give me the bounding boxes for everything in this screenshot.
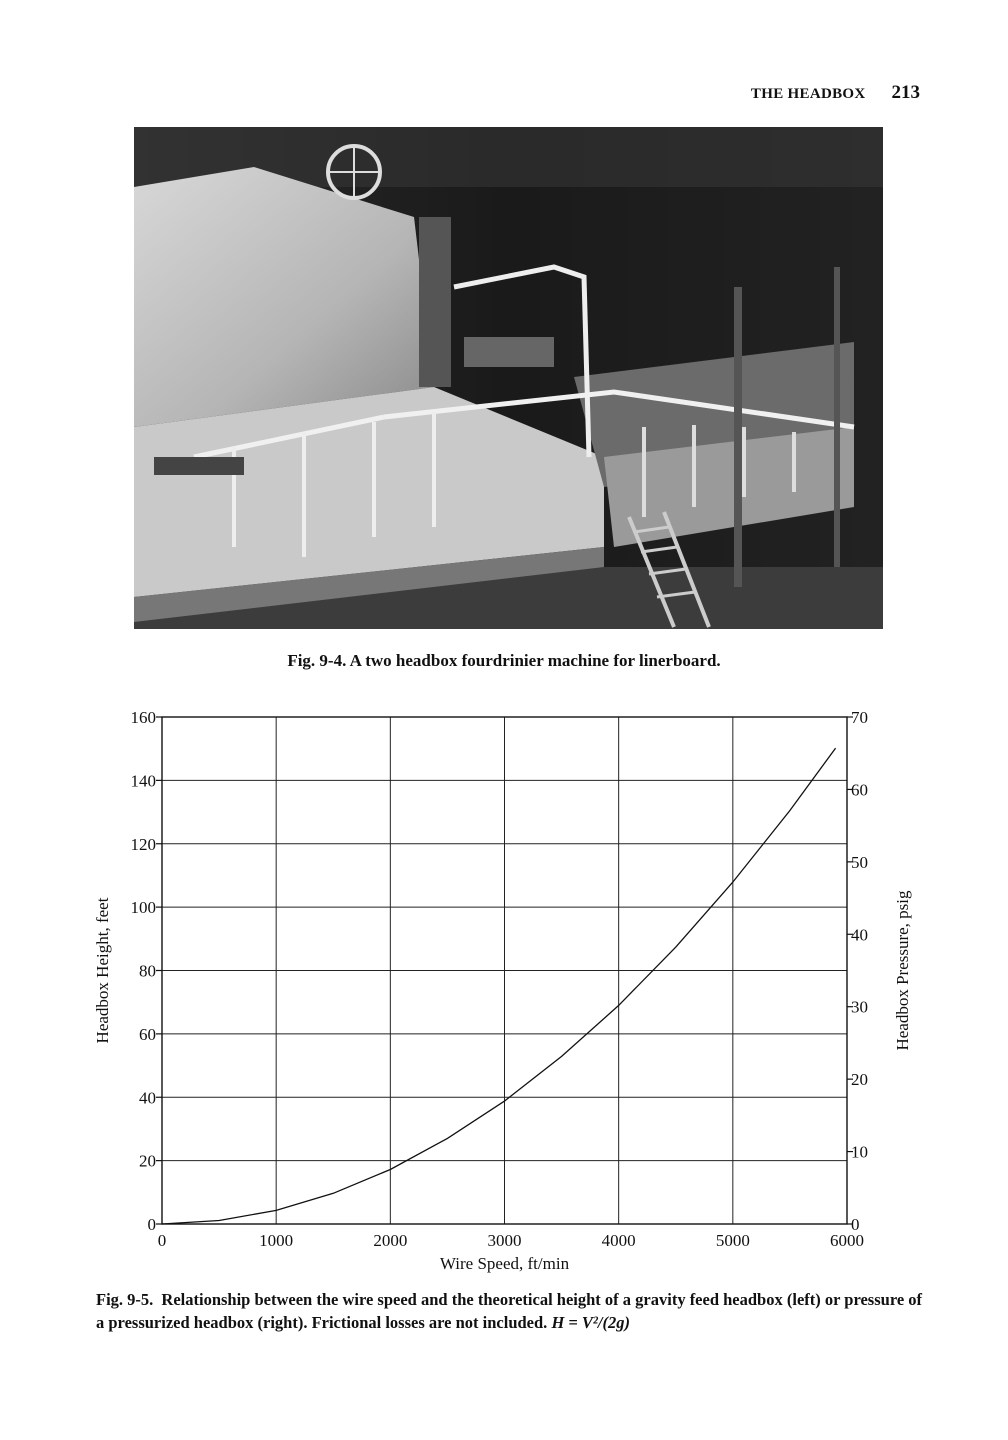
x-tick-label: 0 xyxy=(157,1231,167,1250)
y-tick-label: 80 xyxy=(139,961,156,981)
figure-9-5-caption-text: Relationship between the wire speed and the theoretical height of a gravity feed headbox (left) or pressure of a pressurized headbox (right). Frictional losses are not included. xyxy=(96,1290,923,1332)
machine-photo xyxy=(134,127,883,629)
running-head xyxy=(751,82,920,104)
y2-axis-label: Headbox Pressure, psig xyxy=(893,890,912,1051)
y2-tick-label: 30 xyxy=(851,997,868,1017)
x-tick-label: 5000 xyxy=(715,1231,750,1250)
y2-tick-label: 70 xyxy=(851,708,868,727)
y2-tick-label: 40 xyxy=(851,925,868,945)
series-line xyxy=(162,748,836,1224)
figure-9-5-caption xyxy=(96,1288,926,1334)
y-axis-label: Headbox Height, feet xyxy=(93,897,112,1044)
x-tick-label: 4000 xyxy=(601,1231,636,1250)
y2-tick-label: 0 xyxy=(851,1215,860,1234)
running-head-title: THE HEADBOX xyxy=(750,86,866,102)
grid xyxy=(162,717,847,1224)
y-tick-label: 20 xyxy=(139,1151,156,1171)
chart-svg xyxy=(70,700,930,1290)
x-tick-label: 1000 xyxy=(259,1231,294,1250)
y-tick-label: 160 xyxy=(130,708,156,727)
figure-9-5-caption-label: Fig. 9-5. xyxy=(96,1290,154,1309)
figure-9-5-chart xyxy=(70,700,930,1290)
y-tick-label: 100 xyxy=(130,898,156,918)
y-tick-label: 60 xyxy=(139,1024,156,1044)
y-tick-label: 120 xyxy=(130,834,156,854)
x-tick-label: 3000 xyxy=(487,1231,522,1250)
x-axis-label: Wire Speed, ft/min xyxy=(439,1254,570,1273)
y-tick-label: 0 xyxy=(147,1215,156,1234)
y-tick-label: 140 xyxy=(130,771,156,791)
page-number: 213 xyxy=(891,82,920,103)
y2-tick-label: 10 xyxy=(851,1142,868,1162)
y2-tick-label: 20 xyxy=(851,1070,868,1090)
figure-9-5-caption-formula: H = V²/(2g) xyxy=(551,1313,630,1332)
x-tick-label: 2000 xyxy=(373,1231,408,1250)
y2-tick-label: 50 xyxy=(851,852,868,872)
figure-9-4-caption: Fig. 9-4. A two headbox fourdrinier machine for linerboard. xyxy=(287,651,721,670)
ticks xyxy=(131,708,869,1250)
x-tick-label: 6000 xyxy=(830,1231,864,1250)
y2-tick-label: 60 xyxy=(851,780,868,800)
y-tick-label: 40 xyxy=(139,1088,156,1108)
